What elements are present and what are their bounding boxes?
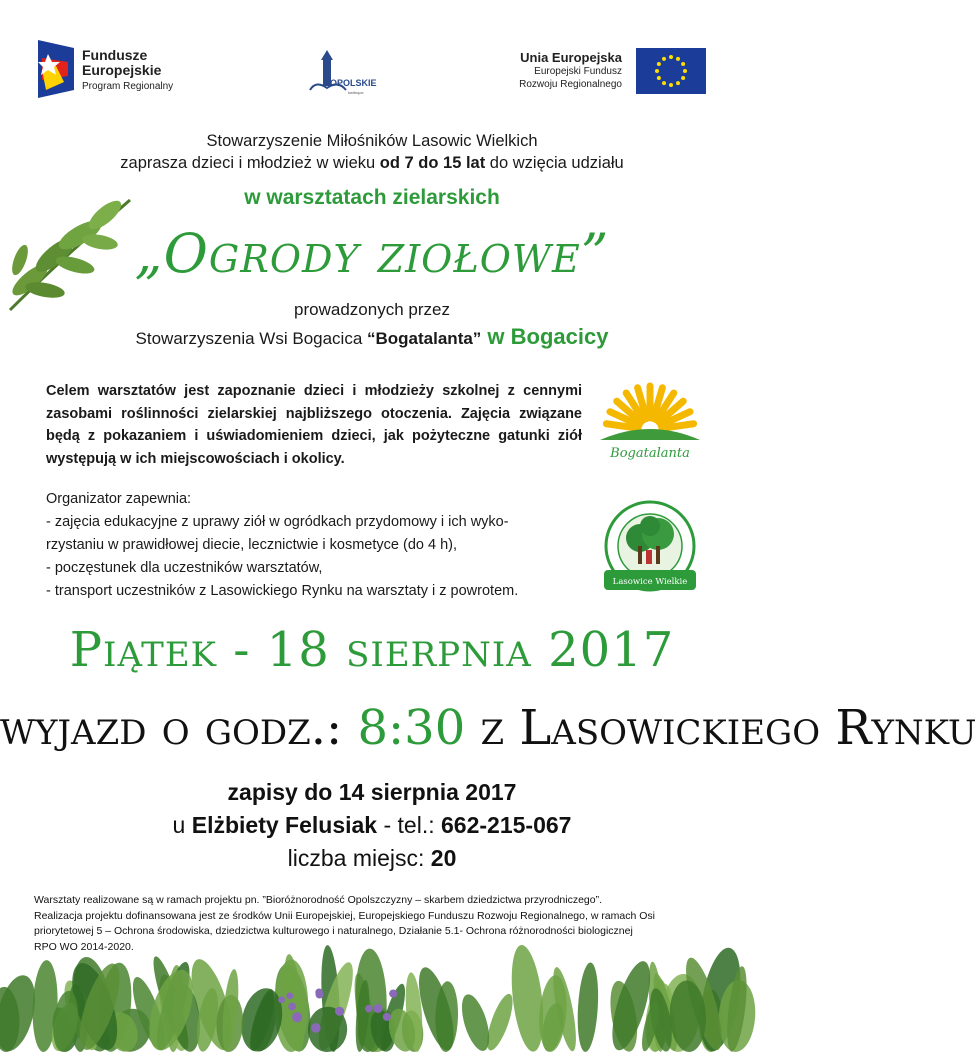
footer-line: Realizacja projektu dofinansowana jest ze środków Unii Europejskiej, Europejskiego Funduszu Rozwoju Regionalnego, w ramach Osi <box>34 909 655 922</box>
lavender-flower-icon <box>373 1004 382 1013</box>
footer-line: priorytetowej 5 – Ochrona środowiska, dziedzictwa kulturowego i naturalnego, Działanie 5.1- Ochrona różnorodności biologicznej <box>34 925 633 937</box>
footer-line: RPO WO 2014-2020. <box>34 940 134 953</box>
lavender-flower-icon <box>316 991 324 999</box>
eu-star-icon <box>681 62 685 66</box>
signup-deadline <box>0 776 744 809</box>
event-date: Piątek - 18 sierpnia 2017 <box>69 622 675 678</box>
lavender-flower-icon <box>383 1013 391 1021</box>
eu-line1: Unia Europejska <box>520 50 622 65</box>
departure-pre: wyjazd o godz.: <box>0 700 358 756</box>
intro-line2-post: do wzięcia udziału <box>485 154 624 172</box>
departure-line <box>0 700 977 756</box>
bogatalanta-name: Bogatalanta <box>610 446 690 461</box>
goal-paragraph: Celem warsztatów jest zapoznanie dzieci i młodzieży szkolnej z cennymi zasobami roślinności zielarskiej najbliższego otoczenia. Zajęcia związane będą z pokazaniem i uświadomieniem dzieci, jak pożyteczne gatunki ziół występują w ich miejscowościach i okolicy. <box>46 383 582 467</box>
eu-star-icon <box>669 55 673 59</box>
eu-line2: Europejski Fundusz <box>534 66 622 77</box>
organizer-heading: Organizator zapewnia: <box>46 491 192 507</box>
intro-line1: Stowarzyszenie Miłośników Lasowic Wielkich <box>206 132 538 150</box>
eu-star-icon <box>662 57 666 61</box>
eu-star-icon <box>657 62 661 66</box>
eu-star-icon <box>676 81 680 85</box>
contact-name: Elżbiety Felusiak <box>191 812 378 838</box>
opolskie-text: OPOLSKIE <box>330 78 377 88</box>
organizer-item: rzystaniu w prawidłowej diecie, lecznictwie i kosmetyce (do 4 h), <box>46 537 457 553</box>
contact-pre: u <box>172 812 192 838</box>
organization-line <box>0 324 744 350</box>
lasowice-logo <box>600 500 700 600</box>
lavender-flower-icon <box>389 990 397 998</box>
lavender-flower-icon <box>288 1003 296 1011</box>
fe-line3: Program Regionalny <box>82 81 174 92</box>
fe-star-icon <box>38 40 74 98</box>
led-by-line: prowadzonych przez <box>294 300 450 319</box>
eu-star-icon <box>676 57 680 61</box>
organizer-section <box>46 488 586 603</box>
fe-line2: Europejskie <box>82 62 162 78</box>
eu-logo-text <box>450 50 622 91</box>
intro-line2-pre: zaprasza dzieci i młodzież w wieku <box>120 154 380 172</box>
lavender-flower-icon <box>292 1012 302 1022</box>
signup-places <box>0 842 744 875</box>
opolskie-sub: kwitnące <box>348 90 364 95</box>
fe-line1: Fundusze <box>82 47 148 63</box>
lavender-flower-icon <box>278 996 285 1003</box>
org-name: Stowarzyszenia Wsi Bogacica <box>135 329 368 348</box>
places-label: liczba miejsc: <box>287 845 431 871</box>
intro-line2 <box>0 152 744 174</box>
organizer-item: - poczęstunek dla uczestników warsztatów, <box>46 560 323 576</box>
lasowice-label: Lasowice Wielkie <box>612 577 688 587</box>
lavender-flower-icon <box>365 1005 373 1013</box>
signup-contact <box>0 809 744 842</box>
eu-line3: Rozwoju Regionalnego <box>519 79 622 90</box>
lavender-flower-icon <box>286 992 293 999</box>
workshops-heading: w warsztatach zielarskich <box>244 186 500 209</box>
departure-place: z Lasowickiego Rynku <box>465 700 977 756</box>
signup-deadline-text: zapisy do 14 sierpnia 2017 <box>227 779 517 805</box>
leaf-icon <box>575 962 600 1052</box>
intro-text <box>0 130 744 174</box>
lavender-flower-icon <box>311 1023 321 1033</box>
eu-flag-icon <box>636 48 706 94</box>
event-title: „Ogrody ziołowe” <box>134 222 610 285</box>
eu-star-icon <box>662 81 666 85</box>
eu-star-icon <box>657 76 661 80</box>
intro-age: od 7 do 15 lat <box>379 154 486 172</box>
opolskie-logo <box>306 50 392 100</box>
sun-ray-icon <box>606 424 638 429</box>
tree-emblem-icon <box>600 500 700 600</box>
herb-garden-icon <box>0 940 744 1052</box>
eu-star-icon <box>683 69 687 73</box>
bogatalanta-logo <box>594 376 706 468</box>
org-brand: “Bogatalanta” <box>367 329 482 348</box>
eu-star-icon <box>655 69 659 73</box>
lavender-flower-icon <box>335 1007 344 1016</box>
contact-tel-label: - tel.: <box>377 812 441 838</box>
eu-star-icon <box>681 76 685 80</box>
contact-phone: 662-215-067 <box>441 812 572 838</box>
signup-info <box>0 776 744 875</box>
org-place: w Bogacicy <box>481 324 609 349</box>
places-count: 20 <box>430 845 457 871</box>
eu-star-icon <box>669 83 673 87</box>
sun-icon <box>594 376 706 446</box>
departure-time: 8:30 <box>357 700 466 756</box>
footer-line: Warsztaty realizowane są w ramach projektu pn. ”Bioróżnorodność Opolszczyzny – skarbem dziedzictwa przyrodniczego”. <box>34 894 603 906</box>
organizer-item: - transport uczestników z Lasowickiego Rynku na warsztaty i z powrotem. <box>46 583 519 599</box>
fundusze-europejskie-logo <box>38 40 198 100</box>
organizer-item: - zajęcia edukacyjne z uprawy ziół w ogródkach przydomowy i ich wyko- <box>46 514 509 530</box>
